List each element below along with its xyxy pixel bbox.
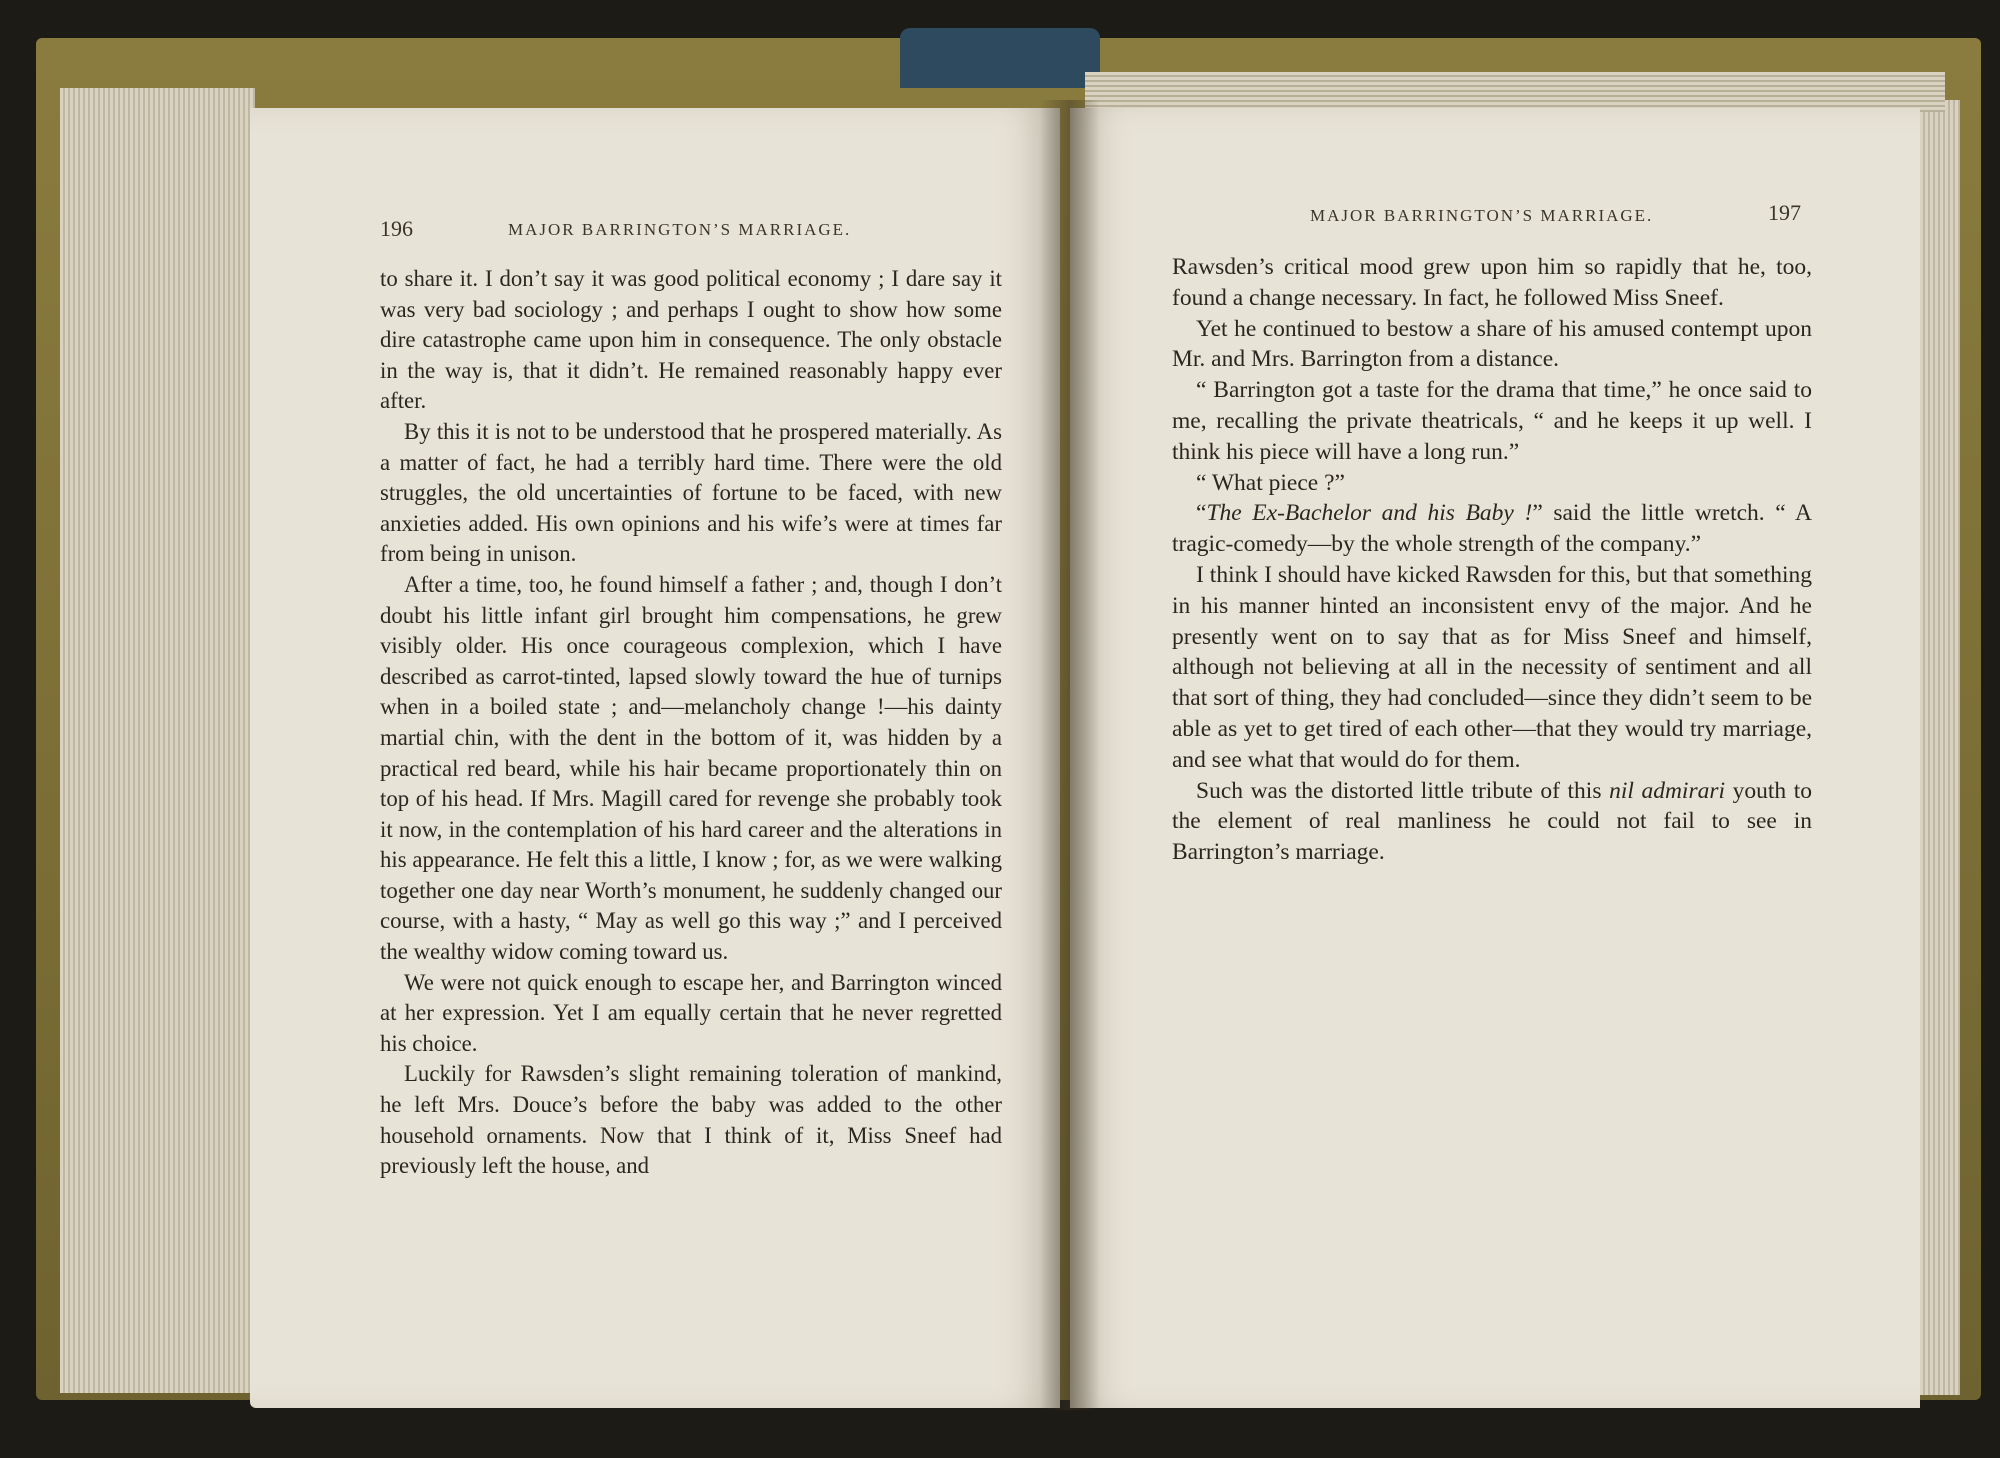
paragraph: Luckily for Rawsden’s slight remaining toleration of mankind, he left Mrs. Douce’s before the baby was added to the other household ornaments. Now that I think of it, Miss Sneef had previously left the house, and bbox=[380, 1061, 1002, 1179]
paragraph: I think I should have kicked Rawsden for this, but that something in his manner hinted an inconsistent envy of the major. And he presently went on to say that as for Miss Sneef and himself, although not believing at all in the necessity of sentiment and all that sort of thing, they had concluded—since they didn’t seem to be able as yet to get tired of each other—that they would try marriage, and see what that would do for them. bbox=[1172, 561, 1812, 773]
paragraph: By this it is not to be understood that he prospered materially. As a matter of fact, he had a terribly hard time. There were the old struggles, the old uncertainties of fortune to be faced, with new anxieties added. His own opinions and his wife’s were at times far from being in unison. bbox=[380, 418, 1002, 567]
page-edges-left bbox=[60, 88, 255, 1393]
right-page-text bbox=[1172, 252, 1812, 868]
play-title: The Ex-Bachelor and his Baby ! bbox=[1206, 500, 1533, 527]
paragraph: Yet he continued to bestow a share of his amused contempt upon Mr. and Mrs. Barrington from a distance. bbox=[1172, 315, 1812, 373]
paragraph: Rawsden’s critical mood grew upon him so rapidly that he, too, found a change necessary. In fact, he followed Miss Sneef. bbox=[1172, 254, 1812, 311]
quote-open: “ bbox=[1196, 500, 1207, 527]
page-edges-top bbox=[1085, 72, 1945, 112]
paragraph: “ What piece ?” bbox=[1196, 469, 1345, 496]
book-gutter bbox=[1040, 100, 1100, 1410]
right-page-number: 197 bbox=[1768, 200, 1801, 225]
text-span: youth to the element of real manliness he could not fail to see in Barrington’s marriage. bbox=[1172, 777, 1812, 866]
paragraph bbox=[1172, 498, 1812, 560]
paragraph: to share it. I don’t say it was good political economy ; I dare say it was very bad sociology ; and perhaps I ought to show how some dire catastrophe came upon him in consequence. The only obstacle in the way is, that it didn’t. He remained reasonably happy ever after. bbox=[380, 266, 1002, 414]
paragraph bbox=[1172, 776, 1812, 868]
left-running-head: MAJOR BARRINGTON’S MARRIAGE. bbox=[508, 220, 852, 239]
text-span: Such was the distorted little tribute of this bbox=[1196, 777, 1610, 804]
quote-rest: ” said the little wretch. “ A tragic-comedy—by the whole strength of the company.” bbox=[1172, 500, 1812, 558]
page-edges-right bbox=[1915, 100, 1960, 1395]
latin-phrase: nil admirari bbox=[1609, 777, 1726, 804]
left-page-number: 196 bbox=[380, 216, 413, 241]
paragraph: We were not quick enough to escape her, and Barrington winced at her expression. Yet I am equally certain that he never regretted his choice. bbox=[380, 969, 1002, 1056]
book-spine bbox=[900, 28, 1100, 88]
paragraph: “ Barrington got a taste for the drama that time,” he once said to me, recalling the private theatricals, “ and he keeps it up well. I think his piece will have a long run.” bbox=[1172, 377, 1812, 465]
right-running-head: MAJOR BARRINGTON’S MARRIAGE. bbox=[1310, 206, 1654, 225]
left-page-text bbox=[380, 264, 1002, 1182]
paragraph: After a time, too, he found himself a father ; and, though I don’t doubt his little infant girl brought him compensations, he grew visibly older. His once courageous complexion, which I have described as carrot-tinted, lapsed slowly toward the hue of turnips when in a boiled state ; and—melancholy change !—his dainty martial chin, with the dent in the bottom of it, was hidden by a practical red beard, while his hair became proportionately thin on top of his head. If Mrs. Magill cared for revenge she probably took it now, in the contemplation of his hard career and the alterations in his appearance. He felt this a little, I know ; for, as we were walking together one day near Worth’s monument, he suddenly changed our course, with a hasty, “ May as well go this way ;” and I perceived the wealthy widow coming toward us. bbox=[380, 571, 1002, 965]
